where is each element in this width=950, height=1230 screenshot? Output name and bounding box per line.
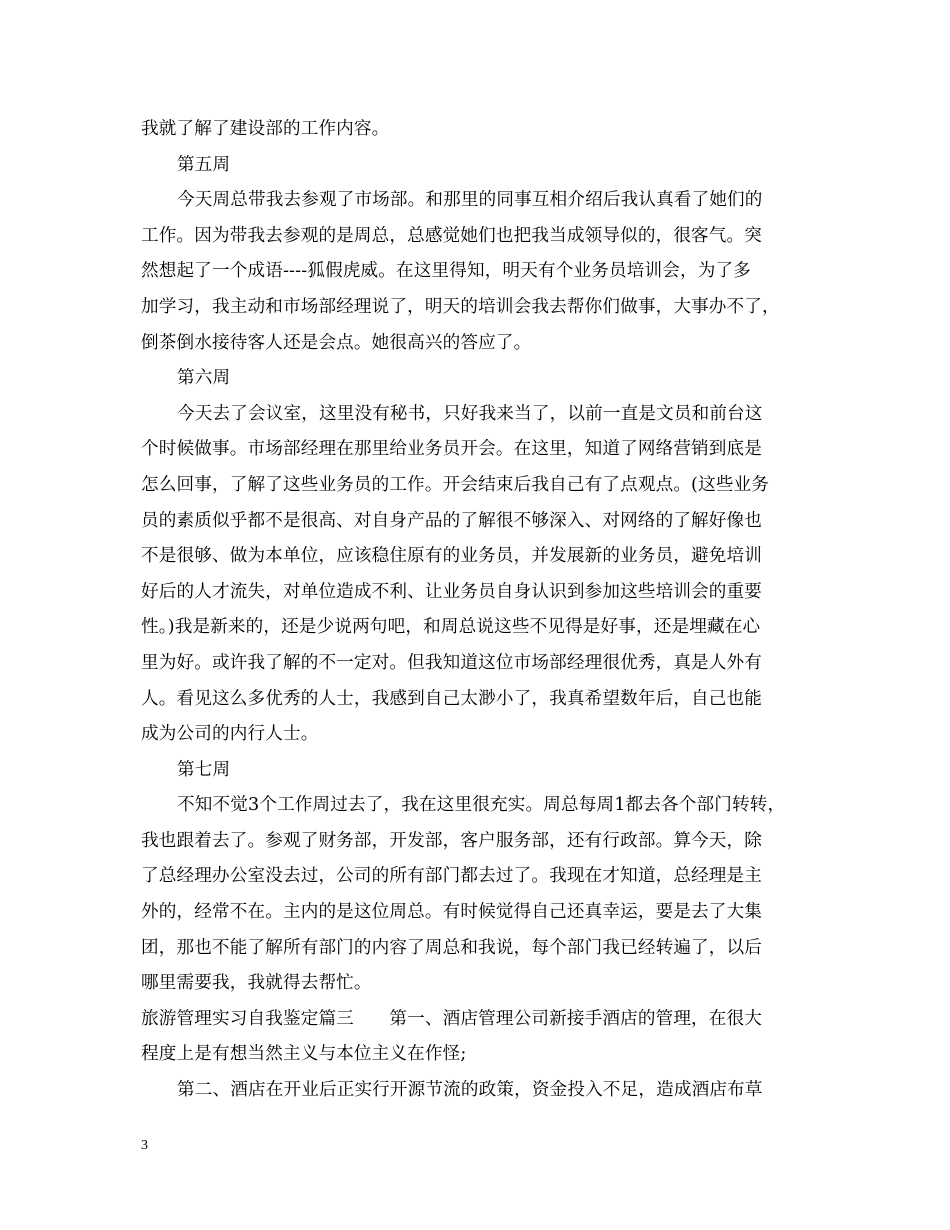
text-line: 成为公司的内行人士。 bbox=[141, 724, 319, 745]
text-line: 里为好。或许我了解的不一定对。但我知道这位市场部经理很优秀，真是人外有 bbox=[141, 652, 763, 673]
text-line: 员的素质似乎都不是很高、对自身产品的了解很不够深入、对网络的了解好像也 bbox=[141, 510, 763, 531]
text-line: 今天周总带我去参观了市场部。和那里的同事互相介绍后我认真看了她们的 bbox=[177, 190, 763, 211]
text-line: 工作。因为带我去参观的是周总，总感觉她们也把我当成领导似的，很客气。突 bbox=[141, 225, 763, 246]
text-line: 怎么回事，了解了这些业务员的工作。开会结束后我自己有了点观点。(这些业务 bbox=[141, 474, 770, 495]
text-line: 第六周 bbox=[177, 368, 231, 389]
text-line: 第五周 bbox=[177, 154, 231, 175]
text-line: 今天去了会议室，这里没有秘书，只好我来当了，以前一直是文员和前台这 bbox=[177, 403, 763, 424]
text-line: 人。看见这么多优秀的人士，我感到自己太渺小了，我真希望数年后，自己也能 bbox=[141, 688, 763, 709]
text-line: 程度上是有想当然主义与本位主义在作怪; bbox=[141, 1044, 467, 1065]
text-line: 倒茶倒水接待客人还是会点。她很高兴的答应了。 bbox=[141, 332, 532, 353]
text-line: 哪里需要我，我就得去帮忙。 bbox=[141, 973, 372, 994]
text-line: 个时候做事。市场部经理在那里给业务员开会。在这里，知道了网络营销到底是 bbox=[141, 439, 763, 460]
text-line: 外的，经常不在。主内的是这位周总。有时候觉得自己还真幸运，要是去了大集 bbox=[141, 902, 763, 923]
text-line: 好后的人才流失，对单位造成不利、让业务员自身认识到参加这些培训会的重要 bbox=[141, 581, 763, 602]
page-number: 3 bbox=[141, 1138, 148, 1153]
text-line: 团，那也不能了解所有部门的内容了周总和我说，每个部门我已经转遍了，以后 bbox=[141, 937, 763, 958]
text-line: 旅游管理实习自我鉴定篇三 第一、酒店管理公司新接手酒店的管理，在很大 bbox=[141, 1008, 763, 1029]
text-line: 了总经理办公室没去过，公司的所有部门都去过了。我现在才知道，总经理是主 bbox=[141, 866, 763, 887]
body-text bbox=[141, 112, 813, 1109]
text-line: 加学习，我主动和市场部经理说了，明天的培训会我去帮你们做事，大事办不了， bbox=[141, 296, 780, 317]
text-line: 性。)我是新来的，还是少说两句吧，和周总说这些不见得是好事，还是埋藏在心 bbox=[141, 617, 761, 638]
text-line: 然想起了一个成语----狐假虎威。在这里得知，明天有个业务员培训会，为了多 bbox=[141, 261, 751, 282]
text-line: 第二、酒店在开业后正实行开源节流的政策，资金投入不足，造成酒店布草 bbox=[177, 1080, 763, 1101]
text-line: 不是很够、做为本单位，应该稳住原有的业务员，并发展新的业务员，避免培训 bbox=[141, 546, 763, 567]
text-line: 我也跟着去了。参观了财务部，开发部，客户服务部，还有行政部。算今天，除 bbox=[141, 830, 763, 851]
text-line: 第七周 bbox=[177, 759, 231, 780]
text-line: 不知不觉3个工作周过去了，我在这里很充实。周总每周1都去各个部门转转， bbox=[177, 795, 786, 816]
text-line: 我就了解了建设部的工作内容。 bbox=[141, 119, 390, 139]
